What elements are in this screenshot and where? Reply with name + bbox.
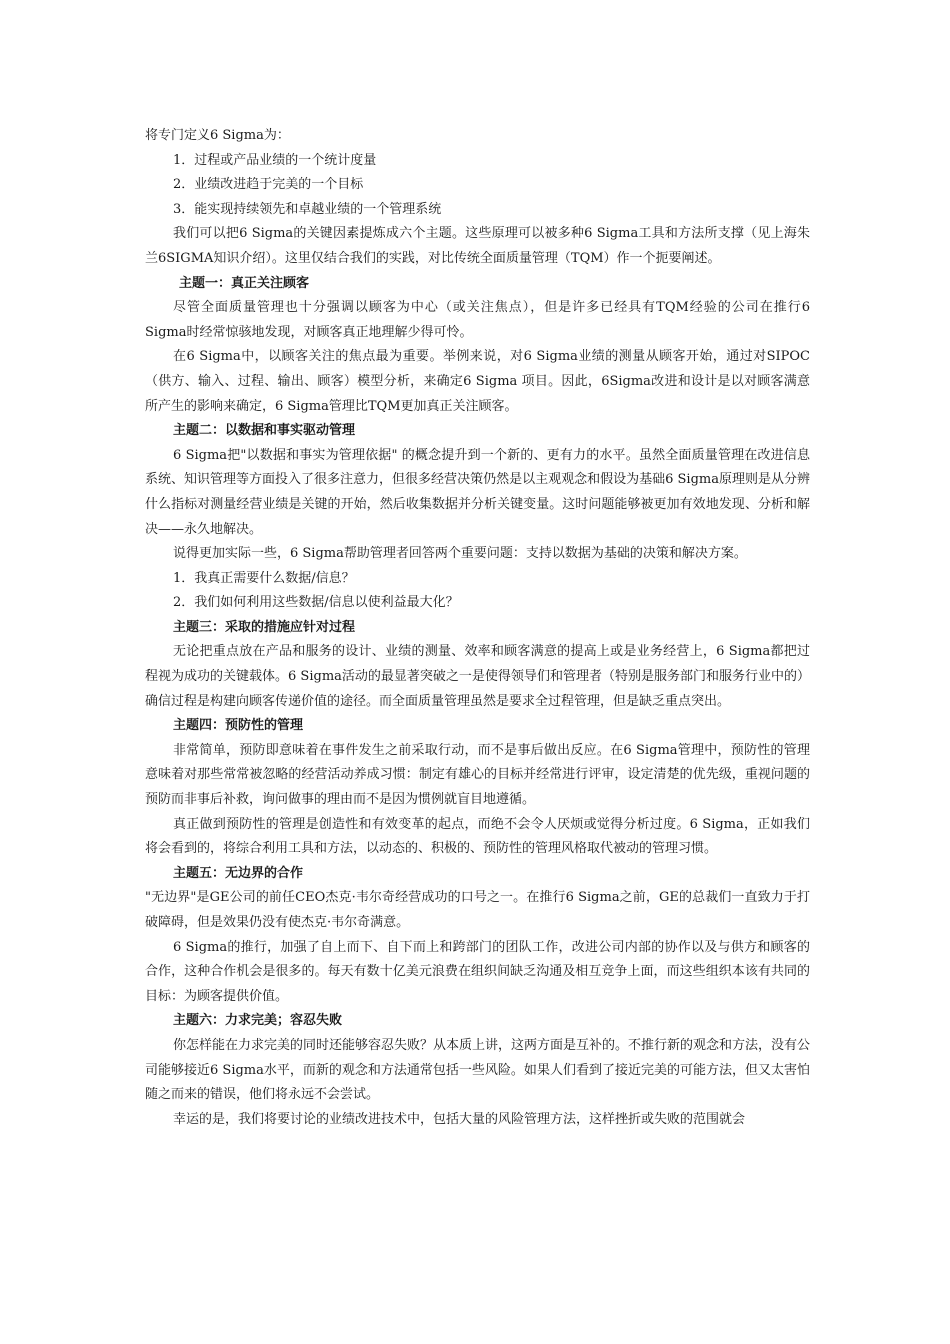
- theme-5-paragraph: 6 Sigma的推行，加强了自上而下、自下而上和跨部门的团队工作，改进公司内部的协作以及与供方和顾客的合作，这种合作机会是很多的。每天有数十亿美元浪费在组织间缺乏沟通及相互竞争上面，而这些组织本该有共同的目标：为顾客提供价值。: [145, 939, 810, 1004]
- theme-3-heading: 主题三：采取的措施应针对过程: [173, 619, 356, 635]
- theme-2-list-item: 1．我真正需要什么数据/信息？: [173, 570, 355, 586]
- intro-summary: 我们可以把6 Sigma的关键因素提炼成六个主题。这些原理可以被多种6 Sigma工具和方法所支撑（见上海朱兰6SIGMA知识介绍）。这里仅结合我们的实践，对比传统全面质量管理（TQM）作一个扼要阐述。: [145, 226, 810, 266]
- theme-1-heading: 主题一：真正关注顾客: [179, 275, 310, 291]
- intro-list-item: 3．能实现持续领先和卓越业绩的一个管理系统: [173, 201, 442, 217]
- theme-5-heading: 主题五：无边界的合作: [173, 865, 304, 881]
- theme-4-paragraph: 真正做到预防性的管理是创造性和有效变革的起点，而绝不会令人厌烦或觉得分析过度。6 Sigma，正如我们将会看到的，将综合利用工具和方法，以动态的、积极的、预防性的管理风格取代被动的管理习惯。: [145, 816, 810, 857]
- theme-6-paragraph: 你怎样能在力求完美的同时还能够容忍失败？从本质上讲，这两方面是互补的。不推行新的观念和方法，没有公司能够接近6 Sigma水平，而新的观念和方法通常包括一些风险。如果人们看到了接近完美的可能方法，但又太害怕随之而来的错误，他们将永远不会尝试。: [145, 1037, 811, 1103]
- theme-4-paragraph: 非常简单，预防即意味着在事件发生之前采取行动，而不是事后做出反应。在6 Sigma管理中，预防性的管理意味着对那些常常被忽略的经营活动养成习惯：制定有雄心的目标并经常进行评审，设定清楚的优先级，重视问题的预防而非事后补救，询问做事的理由而不是因为惯例就盲目地遵循。: [145, 742, 810, 808]
- theme-6-paragraph: 幸运的是，我们将要讨论的业绩改进技术中，包括大量的风险管理方法，这样挫折或失败的范围就会: [173, 1111, 746, 1127]
- theme-2-heading: 主题二：以数据和事实驱动管理: [173, 423, 356, 439]
- theme-3-paragraph: 无论把重点放在产品和服务的设计、业绩的测量、效率和顾客满意的提高上或是业务经营上，6 Sigma都把过程视为成功的关键载体。6 Sigma活动的最显著突破之一是使得领导们和管理者（特别是服务部门和服务行业中的）确信过程是构建向顾客传递价值的途径。而全面质量管理虽然是要求全过程管理，但是缺乏重点突出。: [145, 644, 810, 709]
- theme-6-heading: 主题六：力求完美；容忍失败: [173, 1013, 343, 1029]
- theme-4-heading: 主题四：预防性的管理: [173, 718, 304, 734]
- intro-list-item: 1．过程或产品业绩的一个统计度量: [173, 152, 377, 168]
- intro-line: 将专门定义6 Sigma为：: [145, 128, 290, 143]
- theme-2-paragraph: 说得更加实际一些，6 Sigma帮助管理者回答两个重要问题：支持以数据为基础的决策和解决方案。: [173, 546, 747, 562]
- theme-2-list-item: 2．我们如何利用这些数据/信息以使利益最大化？: [173, 595, 459, 611]
- theme-5-paragraph: "无边界"是GE公司的前任CEO杰克·韦尔奇经营成功的口号之一。在推行6 Sigma之前，GE的总裁们一直致力于打破障碍，但是效果仍没有使杰克·韦尔奇满意。: [145, 890, 810, 930]
- theme-1-paragraph: 尽管全面质量管理也十分强调以顾客为中心（或关注焦点），但是许多已经具有TQM经验的公司在推行6 Sigma时经常惊骇地发现，对顾客真正地理解少得可怜。: [145, 300, 810, 340]
- intro-list-item: 2．业绩改进趋于完美的一个目标: [173, 177, 364, 193]
- theme-2-paragraph: 6 Sigma把"以数据和事实为管理依据" 的概念提升到一个新的、更有力的水平。虽然全面质量管理在改进信息系统、知识管理等方面投入了很多注意力，但很多经营决策仍然是以主观观念和假设为基础6 Sigma原理则是从分辨什么指标对测量经营业绩是关键的开始，然后收集数据并分析关键变量。这时问题能够被更加有效地发现、分析和解决——永久地解决。: [145, 447, 810, 537]
- theme-1-paragraph: 在6 Sigma中，以顾客关注的焦点最为重要。举例来说，对6 Sigma业绩的测量从顾客开始，通过对SIPOC（供方、输入、过程、输出、顾客）模型分析，来确定6 Sigma 项目。因此，6Sigma改进和设计是以对顾客满意所产生的影响来确定，6 Sigma管理比TQM更加真正关注顾客。: [145, 349, 810, 414]
- document-page: [145, 124, 810, 1132]
